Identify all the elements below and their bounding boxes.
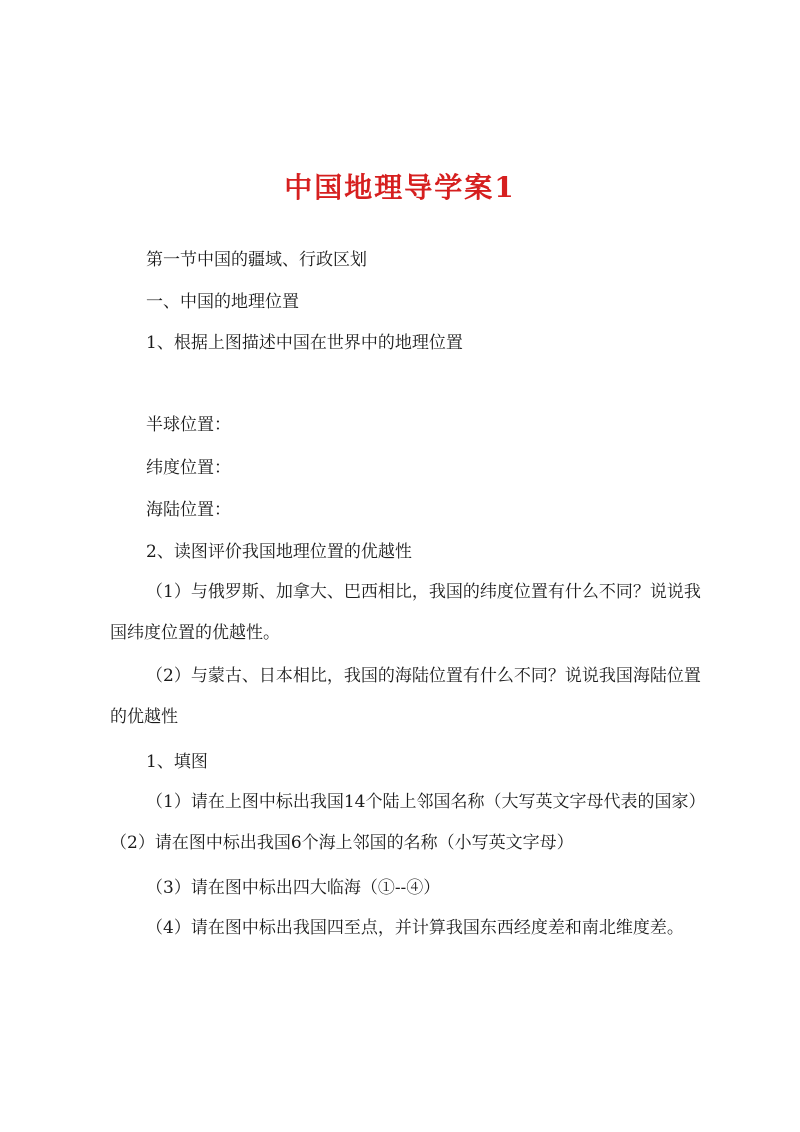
- fill-task-1-2-text: （1）请在上图中标出我国14个陆上邻国名称（大写英文字母代表的国家）（2）请在图中标出我国6个海上邻国的名称（小写英文字母）: [110, 792, 706, 853]
- question-2-2-text: （2）与蒙古、日本相比，我国的海陆位置有什么不同？说说我国海陆位置的优越性: [110, 666, 701, 727]
- fill-task-4-text: （4）请在图中标出我国四至点，并计算我国东西经度差和南北维度差。: [146, 918, 684, 938]
- hemisphere-position-label: 半球位置：: [146, 415, 231, 435]
- question-2-1-text: （1）与俄罗斯、加拿大、巴西相比，我国的纬度位置有什么不同？说说我国纬度位置的优越性。: [110, 582, 701, 643]
- question-2-2: [110, 656, 710, 738]
- fill-task-3: （3）请在图中标出四大临海（①--④）: [146, 878, 441, 898]
- latitude-position-label: 纬度位置：: [146, 458, 231, 478]
- question-1: 1、根据上图描述中国在世界中的地理位置: [146, 333, 463, 353]
- fill-task-4: [110, 908, 710, 949]
- document-title: 中国地理导学案1: [284, 171, 516, 204]
- question-2-1: [110, 572, 710, 654]
- fill-task-1-2: [110, 782, 710, 864]
- fill-map-heading: 1、填图: [146, 752, 208, 772]
- subheading-location: 一、中国的地理位置: [146, 292, 299, 312]
- section-heading: 第一节中国的疆域、行政区划: [146, 250, 367, 270]
- question-2: 2、读图评价我国地理位置的优越性: [146, 542, 412, 562]
- land-sea-position-label: 海陆位置：: [146, 500, 231, 520]
